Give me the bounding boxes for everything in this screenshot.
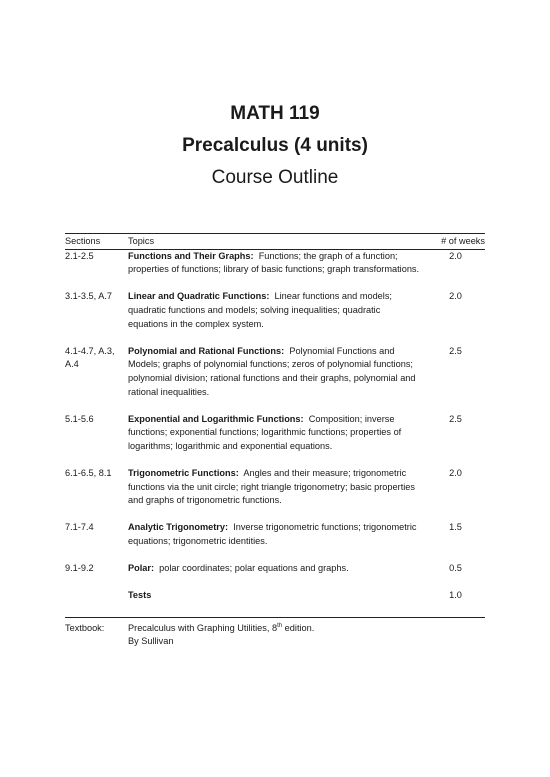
textbook-author: By Sullivan: [128, 636, 174, 647]
row-topic-title: Analytic Trigonometry:: [128, 522, 229, 533]
row-weeks: 2.0: [449, 468, 462, 479]
outline-table: [65, 233, 485, 649]
textbook-info: [128, 622, 485, 649]
row-sections: 7.1-7.4: [65, 522, 94, 533]
table-header-row: [65, 234, 485, 249]
row-topic-title: Exponential and Logarithmic Functions:: [128, 413, 304, 424]
row-topic-description: polar coordinates; polar equations and graphs.: [159, 563, 349, 574]
table-row: [65, 413, 485, 454]
row-sections: 2.1-2.5: [65, 250, 94, 261]
row-sections: 9.1-9.2: [65, 563, 94, 574]
row-topic: [128, 345, 420, 399]
textbook-label: Textbook:: [65, 622, 105, 633]
row-weeks: 2.5: [449, 413, 462, 424]
table-body: [65, 250, 485, 603]
row-topic: [128, 290, 420, 331]
row-weeks: 0.5: [449, 563, 462, 574]
column-header-sections: Sections: [65, 236, 101, 246]
row-weeks: 1.0: [449, 590, 462, 601]
textbook-edition-suffix: th: [277, 622, 283, 629]
table-row: [65, 345, 485, 399]
row-sections: 4.1-4.7, A.3, A.4: [65, 345, 115, 370]
row-weeks: 2.5: [449, 345, 462, 356]
row-sections: [65, 589, 128, 603]
row-topic-description: Polynomial Functions and Models; graphs of polynomial functions; zeros of polynomial functions; polynomial division; rational functions and their graphs, polynomial and rational inequalities.: [128, 345, 416, 397]
column-header-weeks: # of weeks: [441, 236, 485, 246]
row-weeks: 2.0: [449, 291, 462, 302]
row-weeks: 2.0: [449, 250, 462, 261]
row-topic-description: Inverse trigonometric functions; trigonometric equations; trigonometric identities.: [128, 522, 417, 547]
row-topic-description: Functions; the graph of a function; properties of functions; library of basic functions; graph transformations.: [128, 250, 420, 275]
course-number: MATH 119: [230, 103, 320, 124]
textbook-title: [128, 622, 485, 636]
row-topic: [128, 250, 420, 277]
row-topic-title: Tests: [128, 590, 152, 601]
row-topic-title: Polynomial and Rational Functions:: [128, 345, 285, 356]
row-sections: 5.1-5.6: [65, 413, 94, 424]
table-row: [65, 589, 485, 603]
row-topic-title: Functions and Their Graphs:: [128, 250, 254, 261]
row-topic-title: Polar:: [128, 563, 155, 574]
row-topic-title: Linear and Quadratic Functions:: [128, 291, 270, 302]
textbook-title-text: Precalculus with Graphing Utilities, 8: [128, 622, 278, 633]
row-sections: 3.1-3.5, A.7: [65, 291, 112, 302]
row-weeks: 1.5: [449, 522, 462, 533]
course-outline-title: Course Outline: [211, 167, 339, 188]
row-topic: [128, 413, 420, 454]
row-topic-title: Trigonometric Functions:: [128, 468, 239, 479]
row-topic: [128, 521, 420, 548]
table-row: [65, 562, 485, 576]
row-topic-description: Linear functions and models; quadratic functions and models; solving inequalities; quadratic equations in the complex system.: [128, 291, 392, 329]
table-bottom-rule: [65, 617, 485, 618]
row-topic: [128, 589, 420, 603]
course-name: Precalculus (4 units): [182, 135, 368, 156]
table-row: [65, 521, 485, 548]
document-header: [0, 100, 550, 192]
row-topic: [128, 562, 420, 576]
row-sections: 6.1-6.5, 8.1: [65, 468, 112, 479]
table-row: [65, 250, 485, 277]
column-header-topics: Topics: [128, 236, 155, 246]
textbook-row: [65, 622, 485, 649]
row-topic: [128, 467, 420, 508]
textbook-title-end: edition.: [282, 622, 315, 633]
table-row: [65, 290, 485, 331]
row-topic-description: Angles and their measure; trigonometric functions via the unit circle; right triangle trigonometry; basic properties and graphs of trigonometric functions.: [128, 468, 415, 506]
table-row: [65, 467, 485, 508]
row-topic-description: Composition; inverse functions; exponential functions; logarithmic functions; properties of logarithms; logarithmic and exponential equations.: [128, 413, 402, 451]
